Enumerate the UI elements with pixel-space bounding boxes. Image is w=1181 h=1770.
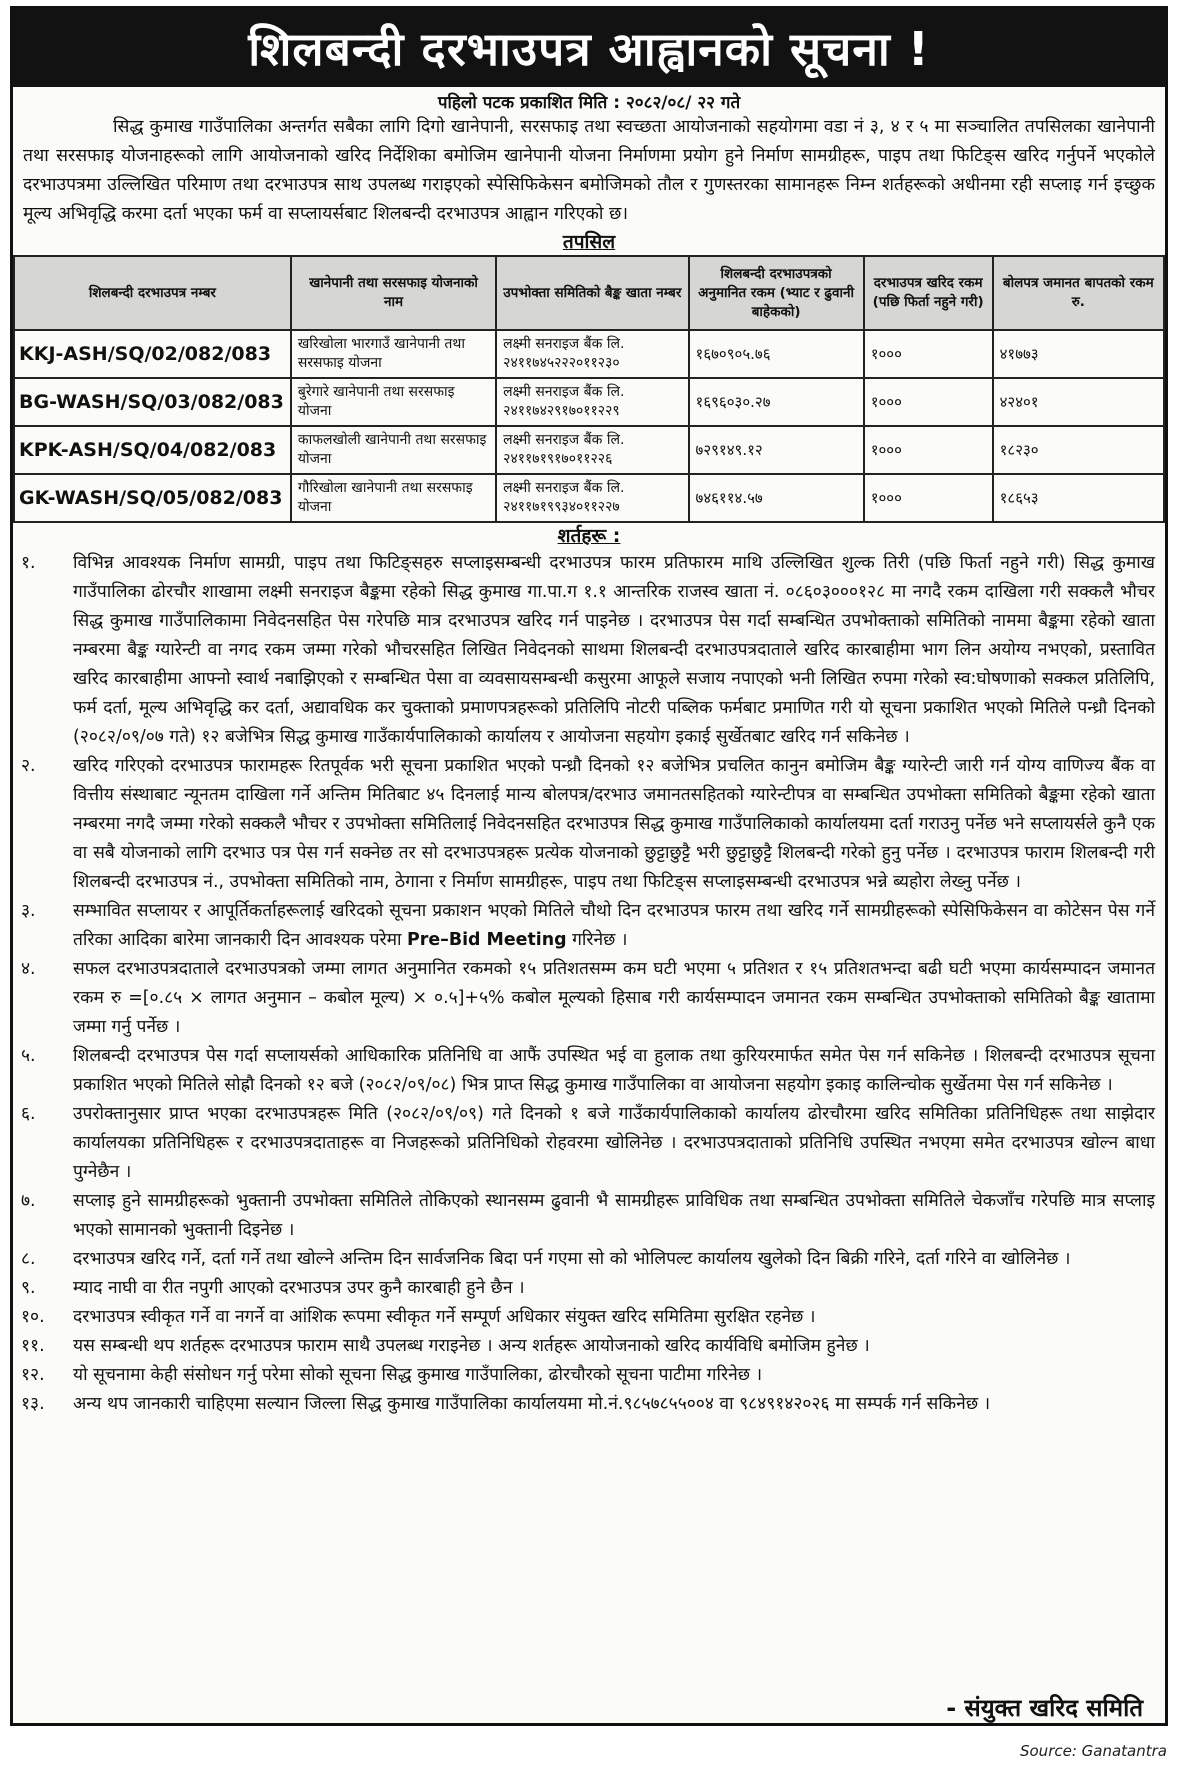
condition-number: ३. — [21, 901, 36, 921]
condition-text: यो सूचनामा केही संसोधन गर्नु परेमा सोको सूचना सिद्ध कुमाख गाउँपालिका, ढोरचौरको सूचना पाटीमा गरिनेछ । — [73, 1365, 763, 1385]
schedule-table — [13, 255, 1165, 523]
condition-text: विभिन्न आवश्यक निर्माण सामग्री, पाइप तथा फिटिङ्सहरु सप्लाइसम्बन्धी दरभाउपत्र फारम प्रतिफारम माथि उल्लिखित शुल्क तिरी (पछि फिर्ता नहुने गरी) सिद्ध कुमाख गाउँपालिका ढोरचौर शाखामा लक्ष्मी सनराइज बैङ्कमा रहेको सिद्ध कुमाख गा.पा.ग १.१ आन्तरिक राजस्व खाता नं. ०८६०३०००१२८ मा नगदै रकम दाखिला गरी सक्कलै भौचर सिद्ध कुमाख गाउँपालिकामा निवेदनसहित पेस गरेपछि मात्र दरभाउपत्र खरिद गर्न पाइनेछ । दरभाउपत्र पेस गर्दा सम्बन्धित उपभोक्ताको समितिको नाममा बैङ्कमा रहेको खाता नम्बरमा बैङ्क ग्यारेन्टी वा नगद रकम जम्मा गरेको भौचरसहित लिखित निवेदनको साथमा शिलबन्दी दरभाउपत्रदाताले खरिद कारबाहीमा भाग लिन अयोग्य नभएको, प्रस्तावित खरिद कारबाहीमा आफ्नो स्वार्थ नबाझिएको र सम्बन्धित पेसा वा व्यवसायसम्बन्धी कसुरमा आफूले सजाय नपाएको भनी लिखित रुपमा गरेको स्व:घोषणाको सक्कल प्रतिलिपि, फर्म दर्ता, मूल्य अभिवृद्धि कर दर्ता, अद्यावधिक कर चुक्ताको प्रमाणपत्रहरूको प्रतिलिपि नोटरी पब्लिक फर्मबाट प्रमाणित गरी यो सूचना प्रकाशित भएको मितिले पन्ध्रौ दिनको (२०८२/०९/०७ गते) १२ बजेभित्र सिद्ध कुमाख गाउँकार्यपालिकाको कार्यालय र आयोजना सहयोग इकाई सुर्खेतबाट खरिद गर्न सकिनेछ । — [73, 553, 1155, 747]
condition-text: यस सम्बन्धी थप शर्तहरू दरभाउपत्र फाराम साथै उपलब्ध गराइनेछ । अन्य शर्तहरू आयोजनाको खरिद कार्यविधि बमोजिम हुनेछ । — [73, 1336, 870, 1356]
bid-security-cell: १८६५३ — [993, 474, 1164, 522]
estimate-cell: ७२९१४९.१२ — [689, 426, 864, 474]
list-item — [21, 897, 1155, 955]
notice-frame — [10, 6, 1168, 1726]
condition-number: ९. — [21, 1278, 36, 1298]
condition-text: सफल दरभाउपत्रदाताले दरभाउपत्रको जम्मा लागत अनुमानित रकमको १५ प्रतिशतसम्म कम घटी भएमा ५ प्रतिशत र १५ प्रतिशतभन्दा बढी घटी भएमा कार्यसम्पादन जमानत रकम रु =[०.८५ × लागत अनुमान – कबोल मूल्य) × ०.५]+५% कबोल मूल्यको हिसाब गरी कार्यसम्पादन जमानत रकम सम्बन्धित उपभोक्ताको समितिको बैङ्क खातामा जम्मा गर्नु पर्नेछ । — [73, 959, 1155, 1037]
notice-title: शिलबन्दी दरभाउपत्र आह्वानको सूचना ! — [248, 22, 930, 76]
publication-date: पहिलो पटक प्रकाशित मिति : २०८२/०८/ २२ गते — [437, 93, 741, 113]
list-item — [21, 955, 1155, 1042]
condition-text: सप्लाइ हुने सामग्रीहरूको भुक्तानी उपभोक्ता समितिले तोकिएको स्थानसम्म ढुवानी भै सामग्रीहरू प्राविधिक तथा सम्बन्धित उपभोक्ता समितिले चेकजाँच गरेपछि मात्र सप्लाइ भएको सामानको भुक्तानी दिइनेछ । — [73, 1191, 1155, 1240]
table-row — [14, 330, 1164, 378]
condition-number: ४. — [21, 959, 36, 979]
conditions-heading: शर्तहरू : — [557, 525, 621, 547]
header-bid-security: बोलपत्र जमानत बापतको रकम रु. — [993, 256, 1164, 330]
condition-text: सम्भावित सप्लायर र आपूर्तिकर्ताहरूलाई खरिदको सूचना प्रकाशन भएको मितिले चौथो दिन दरभाउपत्र फारम तथा खरिद गर्ने सामग्रीहरूको स्पेसिफिकेसन वा कोटेसन पेस गर्ने तरिका आदिका बारेमा जानकारी दिन आवश्यक परेमा — [73, 901, 1155, 950]
condition-number: ६. — [21, 1104, 36, 1124]
conditions-list — [13, 549, 1165, 1419]
condition-text: उपरोक्तानुसार प्राप्त भएका दरभाउपत्रहरू मिति (२०८२/०९/०९) गते दिनको १ बजे गाउँकार्यपालिकाको कार्यालय ढोरचौरमा खरिद समितिका प्रतिनिधिहरू तथा साझेदार कार्यालयका प्रतिनिधिहरू र दरभाउपत्रदाताहरू वा निजहरूको प्रतिनिधिको रोहवरमा खोलिनेछ । दरभाउपत्रदाताको प्रतिनिधि उपस्थित नभएमा समेत दरभाउपत्र खोल्न बाधा पुग्नेछैन । — [73, 1104, 1155, 1182]
list-item — [21, 1332, 1155, 1361]
bank-account-cell: लक्ष्मी सनराइज बैंक लि. २४११७१९९३४०११२२७ — [496, 474, 688, 522]
bid-number-cell: KPK-ASH/SQ/04/082/083 — [14, 426, 291, 474]
estimate-cell: ७४६११४.५७ — [689, 474, 864, 522]
header-purchase-fee: दरभाउपत्र खरिद रकम (पछि फिर्ता नहुने गरी) — [864, 256, 993, 330]
header-scheme-name: खानेपानी तथा सरसफाइ योजनाको नाम — [291, 256, 496, 330]
purchase-fee-cell: १००० — [864, 330, 993, 378]
condition-text: म्याद नाघी वा रीत नपुगी आएको दरभाउपत्र उपर कुनै कारबाही हुने छैन । — [73, 1278, 525, 1298]
purchase-fee-cell: १००० — [864, 474, 993, 522]
intro-paragraph: सिद्ध कुमाख गाउँपालिका अन्तर्गत सबैका लागि दिगो खानेपानी, सरसफाइ तथा स्वच्छता आयोजनाको सहयोगमा वडा नं ३, ४ र ५ मा सञ्चालित तपसिलका खानेपानी तथा सरसफाइ योजनाहरूको लागि आयोजनाको खरिद निर्देशिका बमोजिम खानेपानी योजना निर्माणमा प्रयोग हुने निर्माण सामग्रीहरू, पाइप तथा फिटिङ्स खरिद गर्नुपर्ने भएकोले दरभाउपत्रमा उल्लिखित परिमाण तथा दरभाउपत्र साथ उपलब्ध गराइएको स्पेसिफिकेसन बमोजिमको तौल र गुणस्तरका सामानहरू निम्न शर्तहरूको अधीनमा रही सप्लाइ गर्न इच्छुक मूल्य अभिवृद्धि करमा दर्ता भएका फर्म वा सप्लायर्सबाट शिलबन्दी दरभाउपत्र आह्वान गरिएको छ। — [23, 117, 1155, 224]
header-bank-account: उपभोक्ता समितिको बैङ्क खाता नम्बर — [496, 256, 688, 330]
condition-text: अन्य थप जानकारी चाहिएमा सल्यान जिल्ला सिद्ध कुमाख गाउँपालिका कार्यालयमा मो.नं.९८५७८५५००४ वा ९८४९१४२०२६ मा सम्पर्क गर्न सकिनेछ । — [73, 1394, 991, 1414]
condition-number: २. — [21, 756, 36, 776]
notice-title-banner — [13, 9, 1165, 87]
list-item — [21, 1100, 1155, 1187]
estimate-cell: १६७०९०५.७६ — [689, 330, 864, 378]
condition-number: ५. — [21, 1046, 36, 1066]
estimate-cell: १६९६०३०.२७ — [689, 378, 864, 426]
list-item — [21, 1303, 1155, 1332]
condition-number: १. — [21, 553, 36, 573]
purchase-fee-cell: १००० — [864, 378, 993, 426]
bid-number-cell: BG-WASH/SQ/03/082/083 — [14, 378, 291, 426]
source-credit: Source: Ganatantra — [1019, 1742, 1167, 1760]
table-header-row — [14, 256, 1164, 330]
list-item — [21, 1274, 1155, 1303]
condition-number: ११. — [21, 1336, 45, 1356]
condition-text-end: गरिनेछ । — [566, 930, 628, 950]
bank-account-cell: लक्ष्मी सनराइज बैंक लि. २४११७१९१७०११२२६ — [496, 426, 688, 474]
bid-number-cell: KKJ-ASH/SQ/02/082/083 — [14, 330, 291, 378]
list-item — [21, 549, 1155, 752]
bid-security-cell: १८२३० — [993, 426, 1164, 474]
list-item — [21, 1042, 1155, 1100]
scheme-name-cell: खरिखोला भारगाउँ खानेपानी तथा सरसफाइ योजना — [291, 330, 496, 378]
signature-committee: - संयुक्त खरिद समिति — [946, 1694, 1143, 1722]
list-item — [21, 752, 1155, 897]
schedule-heading: तपसिल — [562, 231, 616, 253]
condition-number: १२. — [21, 1365, 45, 1385]
pre-bid-meeting-text: Pre–Bid Meeting — [407, 930, 567, 950]
condition-text: शिलबन्दी दरभाउपत्र पेस गर्दा सप्लायर्सको आधिकारिक प्रतिनिधि वा आफैं उपस्थित भई वा हुलाक तथा कुरियरमार्फत समेत पेस गर्न सकिनेछ । शिलबन्दी दरभाउपत्र सूचना प्रकाशित भएको मितिले सोह्रौ दिनको १२ बजे (२०८२/०९/०८) भित्र प्राप्त सिद्ध कुमाख गाउँपालिका वा आयोजना सहयोग इकाइ कालिन्चोक सुर्खेतमा पेस गर्न सकिनेछ । — [73, 1046, 1155, 1095]
bank-account-cell: लक्ष्मी सनराइज बैंक लि. २४११७४५२२२०११२३० — [496, 330, 688, 378]
condition-text-wrap — [73, 897, 1155, 955]
table-row — [14, 426, 1164, 474]
condition-number: ७. — [21, 1191, 36, 1211]
condition-number: १३. — [21, 1394, 45, 1414]
bid-security-cell: ४२४०१ — [993, 378, 1164, 426]
scheme-name-cell: गौरिखोला खानेपानी तथा सरसफाइ योजना — [291, 474, 496, 522]
list-item — [21, 1361, 1155, 1390]
table-row — [14, 378, 1164, 426]
condition-text: खरिद गरिएको दरभाउपत्र फारामहरू रितपूर्वक भरी सूचना प्रकाशित भएको पन्ध्रौ दिनको १२ बजेभित्र प्रचलित कानुन बमोजिम बैङ्क ग्यारेन्टी जारी गर्न योग्य वाणिज्य बैंक वा वित्तीय संस्थाबाट न्यूनतम दाखिला गर्ने अन्तिम मितिबाट ४५ दिनलाई मान्य बोलपत्र/दरभाउ जमानतसहितको ग्यारेन्टीपत्र वा सम्बन्धित उपभोक्ता समितिको बैङ्कमा रहेको खाता नम्बरमा नगदै जम्मा गरेको सक्कलै भौचर र उपभोक्ता समितिलाई निवेदनसहित दरभाउपत्र सिद्ध कुमाख गाउँपालिकाको कार्यालयमा दर्ता गराउनु पर्नेछ भने सप्लायर्सले कुनै एक वा सबै योजनाको लागि दरभाउ पत्र पेस गर्न सक्नेछ तर सो दरभाउपत्रहरू प्रत्येक योजनाको छुट्टाछुट्टै भरी छुट्टाछुट्टै शिलबन्दी गरेको हुनु पर्नेछ । दरभाउपत्र फाराम शिलबन्दी गरी शिलबन्दी दरभाउपत्र नं., उपभोक्ता समितिको नाम, ठेगाना र निर्माण सामग्रीहरू, पाइप तथा फिटिङ्स सप्लाइसम्बन्धी दरभाउपत्र भन्ने ब्यहोरा लेख्नु पर्नेछ । — [73, 756, 1155, 892]
bank-account-cell: लक्ष्मी सनराइज बैंक लि. २४११७४२९१७०११२२९ — [496, 378, 688, 426]
bid-security-cell: ४१७७३ — [993, 330, 1164, 378]
header-bid-number: शिलबन्दी दरभाउपत्र नम्बर — [14, 256, 291, 330]
condition-number: ८. — [21, 1249, 36, 1269]
condition-text: दरभाउपत्र स्वीकृत गर्ने वा नगर्ने वा आंशिक रूपमा स्वीकृत गर्ने सम्पूर्ण अधिकार संयुक्त खरिद समितिमा सुरक्षित रहनेछ । — [73, 1307, 816, 1327]
list-item — [21, 1390, 1155, 1419]
condition-text: दरभाउपत्र खरिद गर्ने, दर्ता गर्ने तथा खोल्ने अन्तिम दिन सार्वजनिक बिदा पर्न गएमा सो को भोलिपल्ट कार्यालय खुलेको दिन बिक्री गरिने, दर्ता गरिने वा खोलिनेछ । — [73, 1249, 1071, 1269]
scheme-name-cell: काफलखोली खानेपानी तथा सरसफाइ योजना — [291, 426, 496, 474]
list-item — [21, 1245, 1155, 1274]
condition-number: १०. — [21, 1307, 45, 1327]
header-estimate: शिलबन्दी दरभाउपत्रको अनुमानित रकम (भ्याट र ढुवानी बाहेकको) — [689, 256, 864, 330]
scheme-name-cell: बुरेगारे खानेपानी तथा सरसफाइ योजना — [291, 378, 496, 426]
purchase-fee-cell: १००० — [864, 426, 993, 474]
table-row — [14, 474, 1164, 522]
list-item — [21, 1187, 1155, 1245]
bid-number-cell: GK-WASH/SQ/05/082/083 — [14, 474, 291, 522]
